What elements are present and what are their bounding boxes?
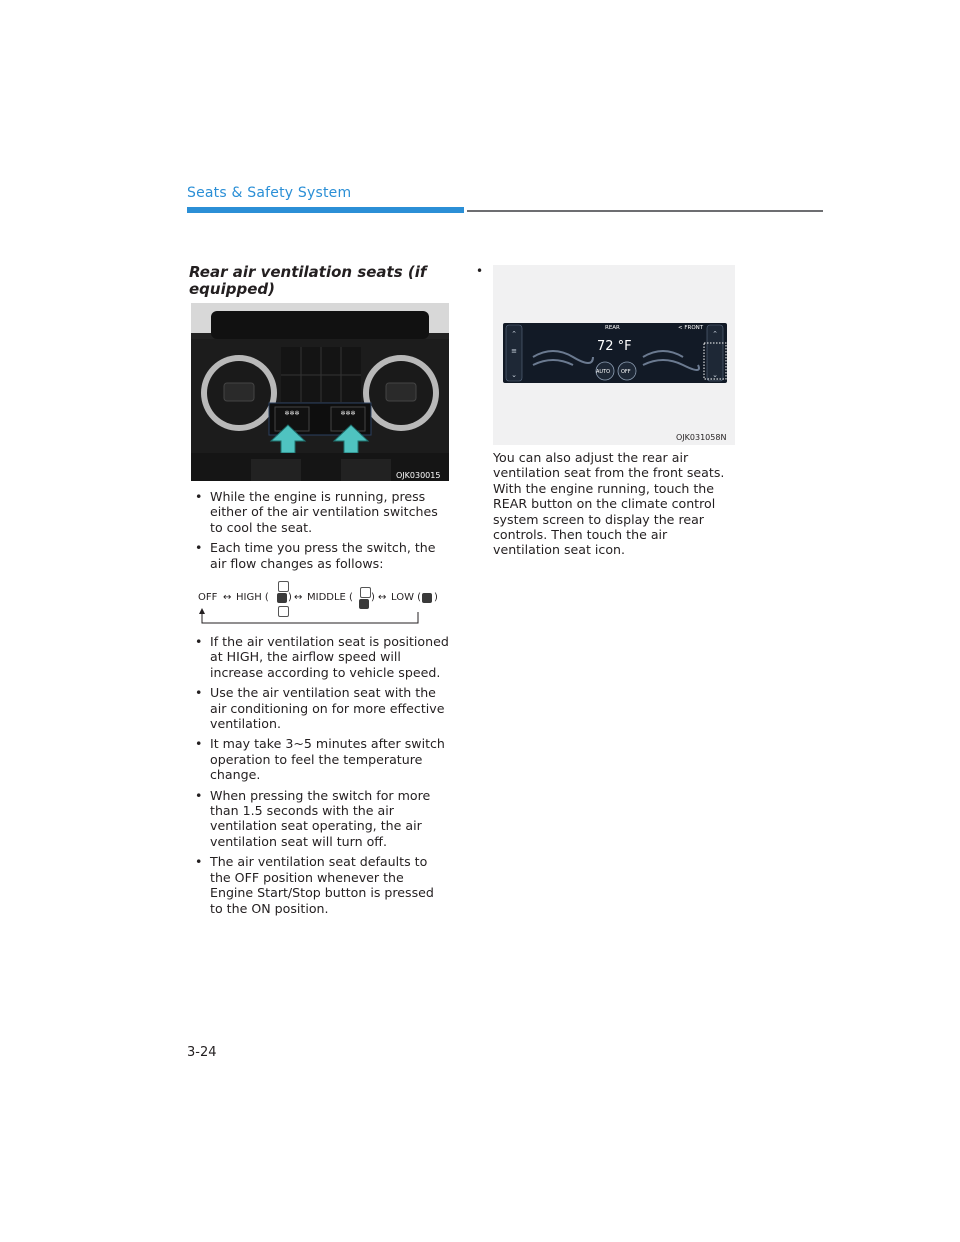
svg-text:✻✻✻: ✻✻✻ <box>284 410 300 417</box>
bullet-list-intro <box>192 489 450 576</box>
rear-button[interactable]: REAR <box>605 325 620 331</box>
list-item: • When pressing the switch for more than 1.5 seconds with the air ventilation seat operating, the air ventilation seat will turn off. <box>192 788 450 850</box>
seat-vent-low-icon <box>422 593 432 603</box>
svg-text:⌃: ⌃ <box>712 330 718 338</box>
bullet-list-notes <box>192 634 450 921</box>
auto-button[interactable]: AUTO <box>596 369 611 375</box>
front-button[interactable]: < FRONT <box>678 325 704 331</box>
svg-text:⌄: ⌄ <box>511 371 517 379</box>
list-item: • The air ventilation seat defaults to the OFF position whenever the Engine Start/Stop button is pressed to the ON position. <box>192 854 450 916</box>
flow-arrow: ↔ <box>378 592 387 603</box>
list-item: • It may take 3~5 minutes after switch operation to feel the temperature change. <box>192 736 450 782</box>
list-item: • Use the air ventilation seat with the air conditioning on for more effective ventilation. <box>192 685 450 731</box>
svg-text:⌄: ⌄ <box>712 371 718 379</box>
seat-vent-level-icon <box>360 587 371 598</box>
rear-console-photo <box>191 303 449 481</box>
svg-text:✻✻✻: ✻✻✻ <box>340 410 356 417</box>
flow-arrow: ↔ <box>223 592 232 603</box>
temperature-display: 72 °F <box>597 339 632 354</box>
flow-off: OFF <box>198 592 218 603</box>
flow-low: LOW ( <box>391 592 422 603</box>
flow-close: ) <box>288 592 292 603</box>
list-item: • While the engine is running, press either of the air ventilation switches to cool the seat. <box>192 489 450 535</box>
header-rule <box>467 210 823 212</box>
svg-text:≡: ≡ <box>511 347 517 355</box>
list-item: • Each time you press the switch, the air flow changes as follows: <box>192 540 450 571</box>
seat-vent-high-icon <box>277 593 287 603</box>
photo-caption: OJK030015 <box>396 471 441 480</box>
flow-middle: MIDDLE ( <box>307 592 353 603</box>
seat-vent-level-icon <box>278 581 289 592</box>
header-rule-accent <box>187 207 464 213</box>
section-title: Seats & Safety System <box>187 185 352 201</box>
section-heading: Rear air ventilation seats (if equipped) <box>189 263 427 298</box>
svg-text:⌃: ⌃ <box>511 330 517 338</box>
instruction-paragraph: You can also adjust the rear air ventilation seat from the front seats. With the engine running, touch the REAR button on the climate control system screen to display the rear controls. Then touch the air ventilation seat icon. <box>493 450 725 558</box>
flow-return-arrow-icon <box>196 608 422 626</box>
airflow-sequence <box>196 580 456 630</box>
flow-high: HIGH ( <box>236 592 269 603</box>
off-button[interactable]: OFF <box>621 369 631 375</box>
climate-screen-figure <box>493 265 735 445</box>
flow-arrow: ↔ <box>294 592 303 603</box>
bullet-marker: • <box>476 264 484 278</box>
list-item: • If the air ventilation seat is positioned at HIGH, the airflow speed will increase according to vehicle speed. <box>192 634 450 680</box>
figure-caption: OJK031058N <box>676 433 727 442</box>
flow-close: ) <box>371 592 375 603</box>
flow-close: ) <box>434 592 438 603</box>
page-number: 3-24 <box>187 1045 217 1060</box>
